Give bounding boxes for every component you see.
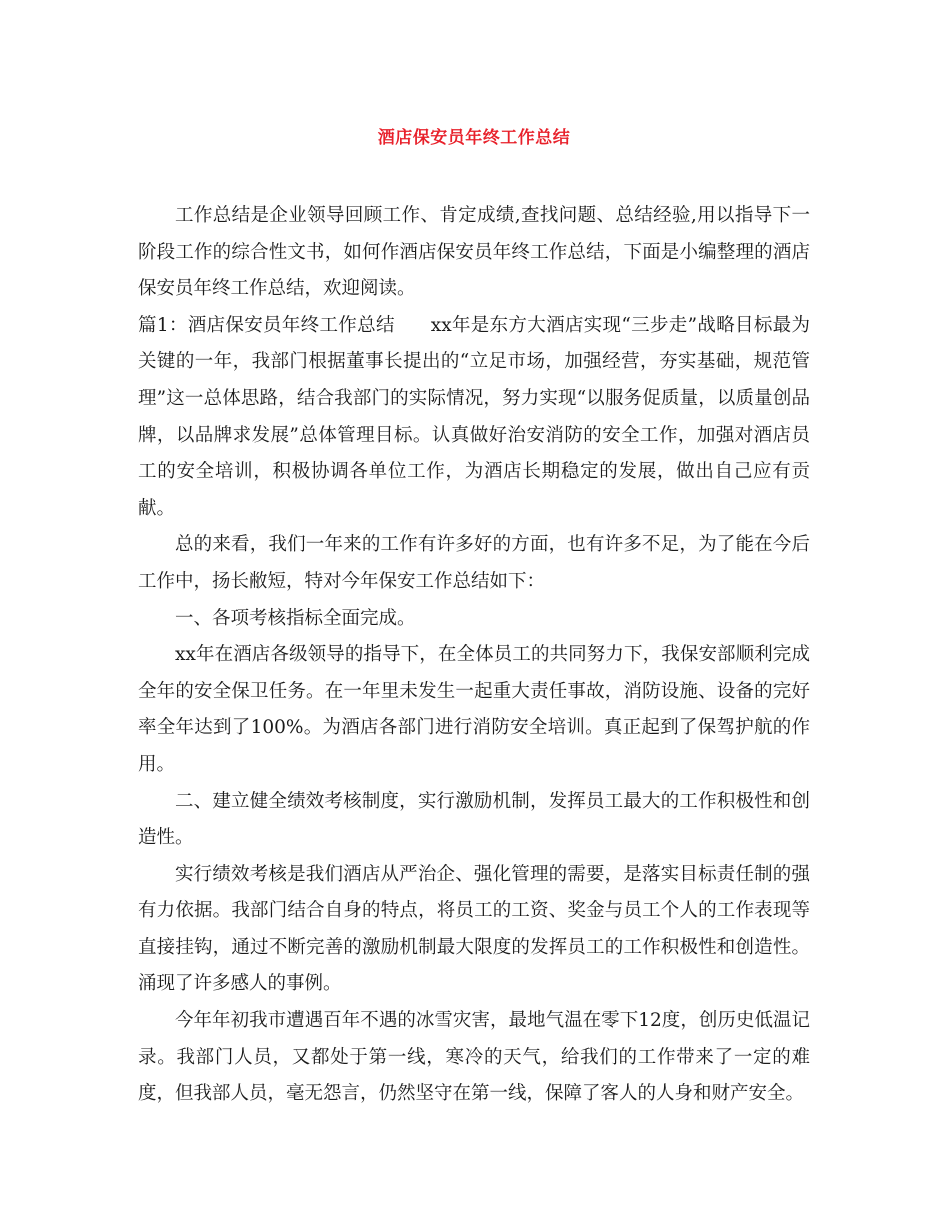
body-paragraph: 实行绩效考核是我们酒店从严治企、强化管理的需要，是落实目标责任制的强有力依据。我部门结合自身的特点，将员工的工资、奖金与员工个人的工作表现等直接挂钩，通过不断完善的激励机制最大限度的发挥员工的工作积极性和创造性。涌现了许多感人的事例。 <box>138 863 810 995</box>
section-text: xx年是东方大酒店实现“三步走”战略目标最为关键的一年，我部门根据董事长提出的“立足市场，加强经营，夯实基础，规范管理”这一总体思路，结合我部门的实际情况，努力实现“以服务促质量，以质量创品牌，以品牌求发展”总体管理目标。认真做好治安消防的安全工作，加强对酒店员工的安全培训，积极协调各单位工作，为酒店长期稳定的发展，做出自己应有贡献。 <box>138 314 810 519</box>
body-paragraph: 今年年初我市遭遇百年不遇的冰雪灾害，最地气温在零下12度，创历史低温记录。我部门人员，又都处于第一线，寒冷的天气，给我们的工作带来了一定的难度，但我部人员，毫无怨言，仍然坚守在第一线，保障了客人的人身和财产安全。 <box>138 1010 810 1105</box>
item-heading-2: 二、建立健全绩效考核制度，实行激励机制，发挥员工最大的工作积极性和创造性。 <box>138 790 810 849</box>
intro-paragraph: 工作总结是企业领导回顾工作、肯定成绩,查找问题、总结经验,用以指导下一阶段工作的综合性文书，如何作酒店保安员年终工作总结，下面是小编整理的酒店保安员年终工作总结，欢迎阅读。 <box>138 205 810 300</box>
document-body <box>138 198 810 1113</box>
body-paragraph: 总的来看，我们一年来的工作有许多好的方面，也有许多不足，为了能在今后工作中，扬长敝短，特对今年保安工作总结如下： <box>138 534 810 592</box>
body-paragraph: xx年在酒店各级领导的指导下，在全体员工的共同努力下，我保安部顺利完成全年的安全保卫任务。在一年里未发生一起重大责任事故，消防设施、设备的完好率全年达到了100%。为酒店各部门进行消防安全培训。真正起到了保驾护航的作用。 <box>138 644 810 775</box>
document-page <box>138 0 810 1113</box>
document-title: 酒店保安员年终工作总结 <box>377 128 571 148</box>
item-heading-1: 一、各项考核指标全面完成。 <box>175 607 416 629</box>
section-heading: 篇1：酒店保安员年终工作总结 <box>138 314 395 336</box>
section-paragraph <box>138 308 810 528</box>
